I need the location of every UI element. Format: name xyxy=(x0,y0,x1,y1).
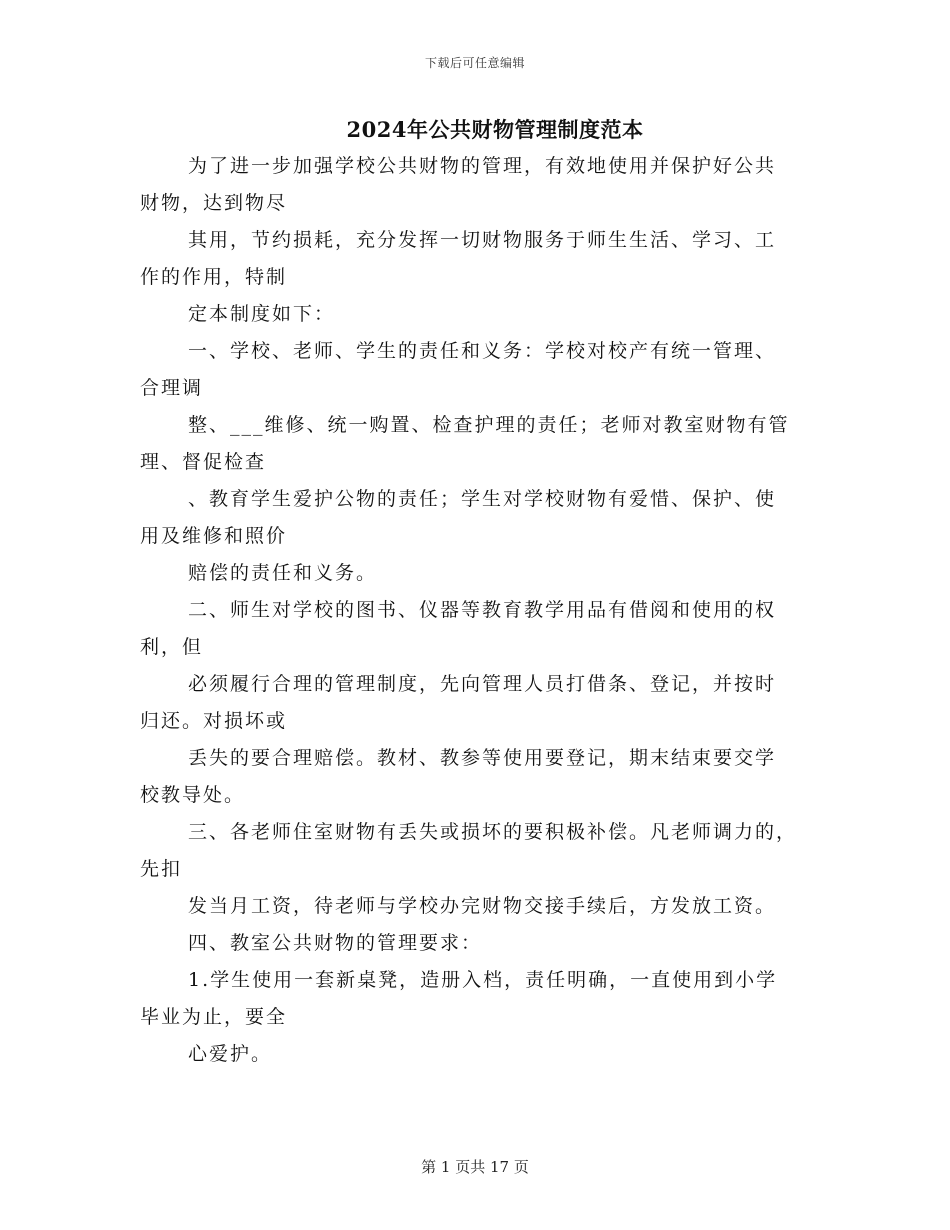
document-body xyxy=(140,148,812,1073)
paragraph-line: 作的作用，特制 xyxy=(140,266,288,288)
page-header-note: 下载后可任意编辑 xyxy=(424,56,525,70)
paragraph-line: 赔偿的责任和义务。 xyxy=(188,562,378,584)
paragraph-10 xyxy=(140,740,812,814)
page-number: 第 1 页共 17 页 xyxy=(421,1158,529,1176)
paragraph-line: 其用，节约损耗，充分发挥一切财物服务于师生生活、学习、工 xyxy=(188,229,777,251)
paragraph-line: 整、___维修、统一购置、检查护理的责任；老师对教室财物有管 xyxy=(188,414,790,436)
paragraph-line: 财物，达到物尽 xyxy=(140,192,288,214)
paragraph-line: 为了进一步加强学校公共财物的管理，有效地使用并保护好公共 xyxy=(188,155,777,177)
paragraph-line: 归还。对损坏或 xyxy=(140,710,288,732)
paragraph-1 xyxy=(140,148,812,222)
paragraph-6 xyxy=(140,481,812,555)
paragraph-line: 一、学校、老师、学生的责任和义务：学校对校产有统一管理、 xyxy=(188,340,777,362)
paragraph-line: 必须履行合理的管理制度，先向管理人员打借条、登记，并按时 xyxy=(188,673,777,695)
paragraph-9 xyxy=(140,666,812,740)
paragraph-7 xyxy=(140,555,812,592)
paragraph-4 xyxy=(140,333,812,407)
paragraph-8 xyxy=(140,592,812,666)
paragraph-line: 、教育学生爱护公物的责任；学生对学校财物有爱惜、保护、使 xyxy=(188,488,777,510)
paragraph-line: 四、教室公共财物的管理要求： xyxy=(188,932,483,954)
paragraph-line: 用及维修和照价 xyxy=(140,525,288,547)
paragraph-line: 心爱护。 xyxy=(188,1043,273,1065)
paragraph-13 xyxy=(140,925,812,962)
paragraph-14 xyxy=(140,962,812,1036)
paragraph-line: 1.学生使用一套新桌凳，造册入档，责任明确，一直使用到小学 xyxy=(188,969,778,991)
paragraph-line: 校教导处。 xyxy=(140,784,246,806)
paragraph-line: 丢失的要合理赔偿。教材、教参等使用要登记，期末结束要交学 xyxy=(188,747,777,769)
paragraph-line: 合理调 xyxy=(140,377,204,399)
paragraph-line: 利，但 xyxy=(140,636,204,658)
paragraph-line: 二、师生对学校的图书、仪器等教育教学用品有借阅和使用的权 xyxy=(188,599,777,621)
paragraph-11 xyxy=(140,814,812,888)
paragraph-2 xyxy=(140,222,812,296)
paragraph-line: 定本制度如下： xyxy=(188,303,336,325)
paragraph-line: 先扣 xyxy=(140,858,183,880)
paragraph-line: 毕业为止，要全 xyxy=(140,1006,288,1028)
paragraph-line: 理、督促检查 xyxy=(140,451,267,473)
paragraph-line: 三、各老师住室财物有丢失或损坏的要积极补偿。凡老师调力的， xyxy=(188,821,798,843)
paragraph-line: 发当月工资，待老师与学校办完财物交接手续后，方发放工资。 xyxy=(188,895,777,917)
paragraph-12 xyxy=(140,888,812,925)
paragraph-5 xyxy=(140,407,812,481)
paragraph-15 xyxy=(140,1036,812,1073)
paragraph-3 xyxy=(140,296,812,333)
document-title: 2024年公共财物管理制度范本 xyxy=(346,117,644,142)
